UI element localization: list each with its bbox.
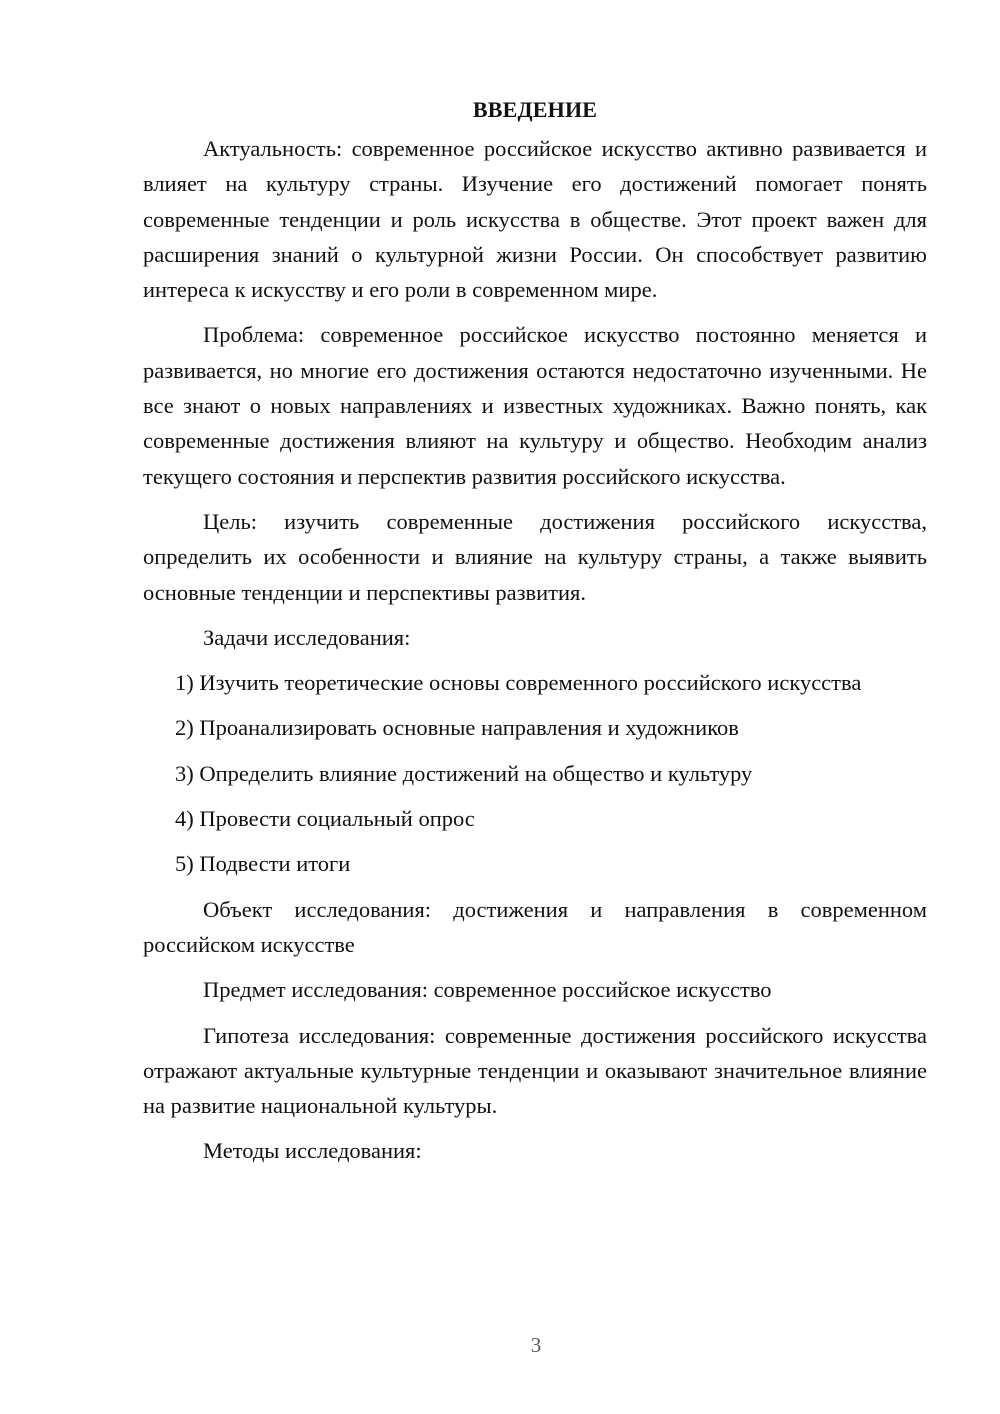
paragraph-hypothesis: Гипотеза исследования: современные достижения российского искусства отражают актуальные культурные тенденции и оказывают значительное влияние на развитие национальной культуры.: [143, 1022, 927, 1119]
tasks-title: Задачи исследования:: [203, 624, 411, 650]
paragraph-subject: Предмет исследования: современное российское искусство: [203, 977, 772, 1003]
methods-title: Методы исследования:: [203, 1138, 422, 1164]
paragraph-goal: Цель: изучить современные достижения российского искусства, определить их особенности и влияние на культуру страны, а также выявить основные тенденции и перспективы развития.: [143, 508, 927, 605]
list-item: 3) Определить влияние достижений на общество и культуру: [175, 760, 753, 786]
paragraph-object: Объект исследования: достижения и направления в современном российском искусстве: [143, 896, 927, 957]
page-number: 3: [530, 1333, 542, 1357]
document-body: [143, 92, 927, 1179]
paragraph-relevance: Актуальность: современное российское искусство активно развивается и влияет на культуру страны. Изучение его достижений помогает понять современные тенденции и роль искусства в обществе. Этот проект важен для расширения знаний о культурной жизни России. Он способствует развитию интереса к искусству и его роли в современном мире.: [143, 136, 927, 303]
list-item: 4) Провести социальный опрос: [175, 806, 475, 832]
list-item: 2) Проанализировать основные направления и художников: [175, 715, 739, 741]
list-item: 5) Подвести итоги: [175, 851, 351, 877]
list-item: 1) Изучить теоретические основы современного российского искусства: [175, 670, 862, 696]
paragraph-problem: Проблема: современное российское искусство постоянно меняется и развивается, но многие его достижения остаются недостаточно изученными. Не все знают о новых направлениях и известных художниках. Важно понять, как современные достижения влияют на культуру и общество. Необходим анализ текущего состояния и перспектив развития российского искусства.: [143, 322, 927, 489]
section-heading: ВВЕДЕНИЕ: [472, 97, 598, 122]
